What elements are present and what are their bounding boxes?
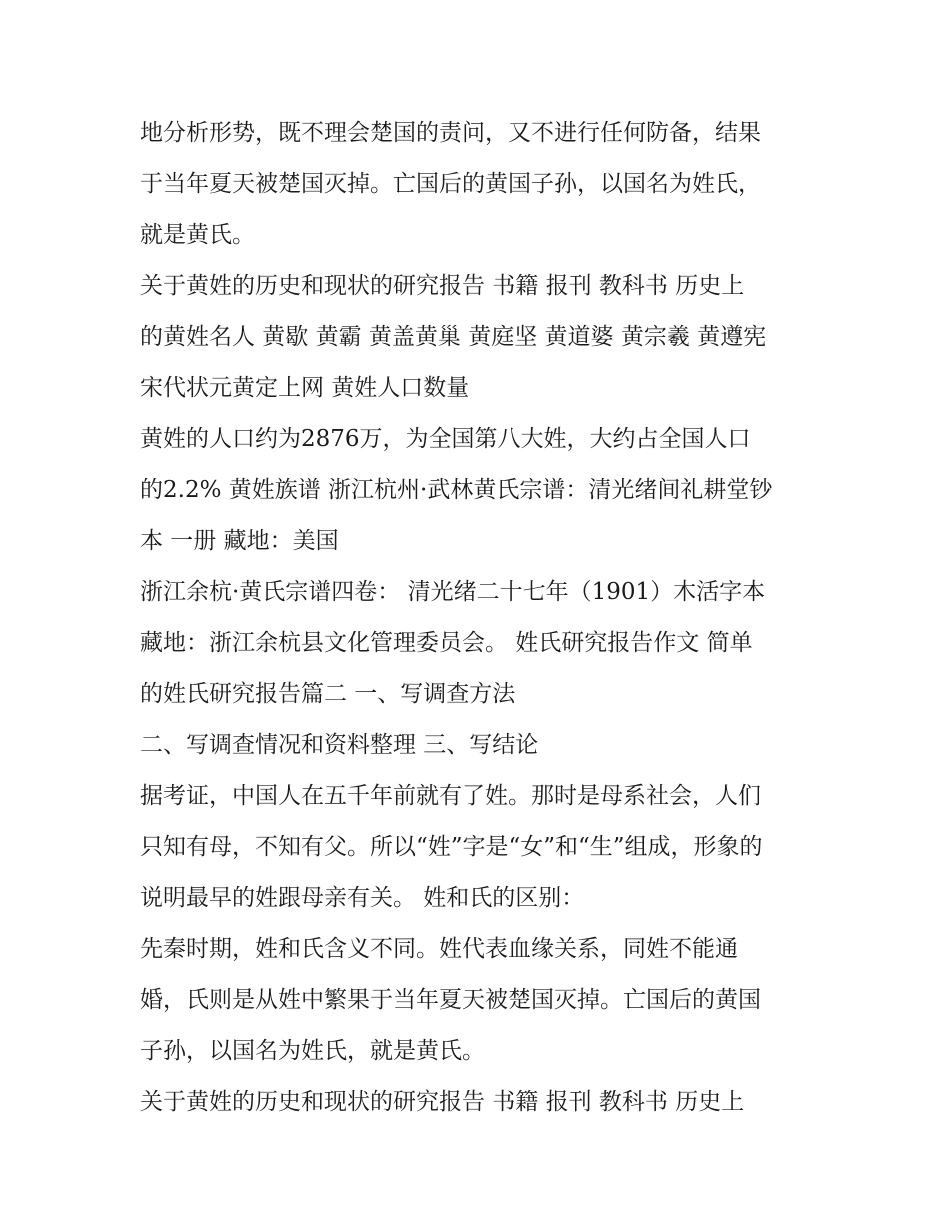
text-line: 只知有母，不知有父。所以“姓”字是“女”和“生”组成，形象的 (140, 834, 763, 860)
text-line: 地分析形势，既不理会楚国的责问，又不进行任何防备，结果 (140, 120, 761, 146)
text-line: 浙江余杭·黄氏宗谱四卷： 清光绪二十七年（1901）木活字本 (140, 579, 766, 605)
text-line: 关于黄姓的历史和现状的研究报告 书籍 报刊 教科书 历史上 (140, 273, 745, 299)
text-line: 黄姓的人口约为2876万，为全国第八大姓，大约占全国人口 (140, 426, 751, 452)
text-line: 婚，氏则是从姓中繁果于当年夏天被楚国灭掉。亡国后的黄国 (140, 987, 761, 1013)
text-line: 关于黄姓的历史和现状的研究报告 书籍 报刊 教科书 历史上 (140, 1089, 745, 1115)
text-line: 据考证，中国人在五千年前就有了姓。那时是母系社会，人们 (140, 783, 761, 809)
text-line: 本 一册 藏地：美国 (140, 528, 339, 554)
text-line: 先秦时期，姓和氏含义不同。姓代表血缘关系，同姓不能通 (140, 936, 738, 962)
text-line: 的姓氏研究报告篇二 一、写调查方法 (140, 681, 516, 707)
text-line: 说明最早的姓跟母亲有关。 姓和氏的区别： (140, 885, 585, 911)
text-line: 就是黄氏。 (140, 222, 255, 248)
text-line: 藏地：浙江余杭县文化管理委员会。 姓氏研究报告作文 简单 (140, 630, 753, 656)
text-line: 的2.2% 黄姓族谱 浙江杭州·武林黄氏宗谱：清光绪间礼耕堂钞 (140, 477, 773, 503)
body-text (140, 108, 830, 1128)
text-line: 于当年夏天被楚国灭掉。亡国后的黄国子孙，以国名为姓氏， (140, 171, 761, 197)
text-line: 子孙，以国名为姓氏，就是黄氏。 (140, 1038, 485, 1064)
text-line: 二、写调查情况和资料整理 三、写结论 (140, 732, 539, 758)
text-line: 的黄姓名人 黄歇 黄霸 黄盖黄巢 黄庭坚 黄道婆 黄宗羲 黄遵宪 (140, 324, 767, 350)
text-line: 宋代状元黄定上网 黄姓人口数量 (140, 375, 470, 401)
